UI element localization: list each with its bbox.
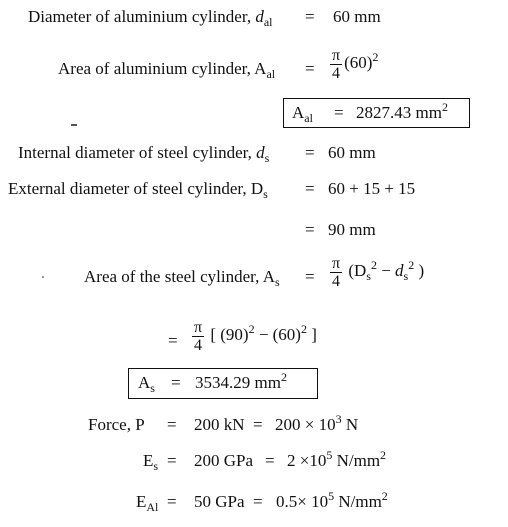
steel-external-diameter-value: 90 mm <box>328 220 376 239</box>
stray-mark <box>71 124 77 126</box>
steel-external-diameter-sum: 60 + 15 + 15 <box>328 179 416 198</box>
equals-sign: = <box>305 267 315 286</box>
equals-sign: = <box>168 331 178 350</box>
equals-sign: = <box>305 220 315 239</box>
steel-modulus-gpa: 200 GPa <box>194 451 254 470</box>
steel-internal-diameter-value: 60 mm <box>328 143 376 162</box>
equals-sign: = <box>167 451 177 470</box>
aluminium-area-formula: $\frac{\pi}{4}$ $(60)^2$ <box>332 46 379 82</box>
equals-sign: = <box>253 415 263 434</box>
steel-area-result-value: 3534.29 $mm^2$ <box>195 370 287 392</box>
equals-sign: = <box>305 143 315 162</box>
aluminium-area-label: Area of aluminium cylinder, $A_{al}$ <box>58 59 276 81</box>
pi-over-4-fraction: $\frac{\pi}{4}$ <box>194 318 203 354</box>
aluminium-modulus-gpa: 50 GPa <box>194 492 245 511</box>
force-value-kn: 200 kN <box>194 415 245 434</box>
equals-sign: = <box>171 373 181 392</box>
steel-area-result-label: $A_s$ <box>138 373 155 395</box>
equals-sign: = <box>305 7 315 26</box>
aluminium-modulus-nmm: $0.5\times 10^5$ $N/mm^2$ <box>276 489 388 511</box>
aluminium-diameter-line: Diameter of aluminium cylinder, $d_{al}$ <box>28 7 273 29</box>
equals-sign: = <box>253 492 263 511</box>
force-label: Force, P <box>88 415 145 434</box>
steel-area-formula: $\frac{\pi}{4}$ ($D_s^2 - d_s^2$ ) <box>332 254 425 290</box>
force-value-n: $200 \times 10^3$ N <box>275 412 359 434</box>
equals-sign: = <box>334 103 344 122</box>
aluminium-area-result-value: 2827.43 $mm^2$ <box>356 100 448 122</box>
stray-dot <box>42 276 44 278</box>
steel-internal-diameter-line: Internal diameter of steel cylinder, $d_s$ <box>18 143 270 165</box>
steel-area-substitution: $\frac{\pi}{4}$ [ $(90)^2 - (60)^2$ ] <box>194 318 317 354</box>
equals-sign: = <box>265 451 275 470</box>
steel-external-diameter-line: External diameter of steel cylinder, $D_s$ <box>8 179 268 201</box>
equals-sign: = <box>305 179 315 198</box>
equals-sign: = <box>167 415 177 434</box>
steel-modulus-nmm: $2 \times 10^5$ $N/mm^2$ <box>287 448 387 470</box>
aluminium-area-result-label: $A_{al}$ <box>292 103 313 125</box>
equals-sign: = <box>305 59 315 78</box>
steel-area-label: Area of the steel cylinder, $A_s$ <box>84 267 280 289</box>
aluminium-modulus-label: $E_{Al}$ <box>136 492 159 514</box>
pi-over-4-fraction: $\frac{\pi}{4}$ <box>332 254 341 290</box>
aluminium-diameter-value: 60 mm <box>333 7 381 26</box>
equals-sign: = <box>167 492 177 511</box>
steel-modulus-label: $E_s$ <box>143 451 159 473</box>
pi-over-4-fraction: $\frac{\pi}{4}$ <box>332 46 341 82</box>
